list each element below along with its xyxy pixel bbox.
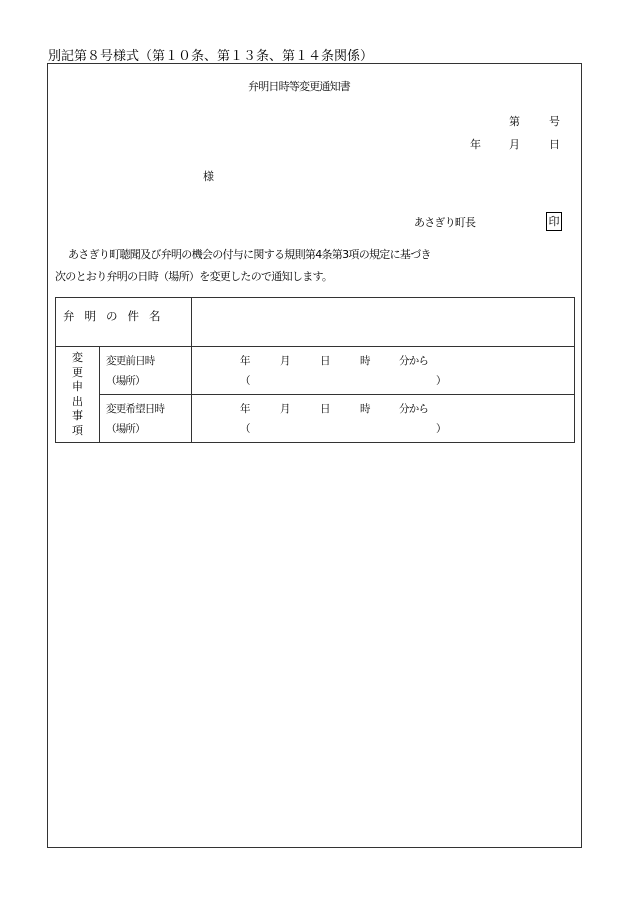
body-line-2: 次のとおり弁明の日時（場所）を変更したので通知します。	[55, 270, 333, 283]
before-minute: 分から	[399, 355, 429, 367]
date-month: 月	[509, 138, 520, 151]
change-details-table	[55, 297, 575, 443]
document-frame	[47, 63, 582, 848]
body-line-1: あさぎり町聴聞及び弁明の機会の付与に関する規則第4条第3項の規定に基づき	[68, 248, 431, 261]
desired-day: 日	[320, 403, 331, 415]
number-dai: 第	[509, 115, 520, 128]
desired-hour: 時	[360, 403, 371, 415]
case-name-label-cell	[56, 298, 192, 347]
section-char: 更	[72, 365, 83, 379]
case-name-label: 弁明の件名	[63, 309, 171, 323]
desired-place-close: ）	[436, 423, 447, 435]
desired-place-open: （	[240, 423, 251, 435]
before-month: 月	[280, 355, 291, 367]
date-day: 日	[549, 138, 560, 151]
desired-label-cell	[100, 395, 192, 443]
before-day: 日	[320, 355, 331, 367]
before-value-cell[interactable]	[192, 347, 575, 395]
desired-value-cell[interactable]	[192, 395, 575, 443]
seal-mark: 印	[546, 212, 562, 231]
before-label-cell	[100, 347, 192, 395]
before-year: 年	[240, 355, 251, 367]
issuer-name: あさぎり町長	[414, 216, 476, 229]
change-section-label	[56, 347, 100, 443]
addressee-sama: 様	[203, 170, 214, 183]
case-name-row	[56, 298, 575, 347]
section-char: 事	[72, 409, 83, 422]
date-year: 年	[470, 138, 481, 151]
before-hour: 時	[360, 355, 371, 367]
desired-minute: 分から	[399, 403, 429, 415]
table-row	[56, 395, 575, 443]
desired-year: 年	[240, 403, 251, 415]
case-name-value-cell[interactable]	[192, 298, 575, 347]
document-title: 弁明日時等変更通知書	[248, 80, 350, 93]
table-row	[56, 347, 575, 395]
before-place-open: （	[240, 375, 251, 387]
desired-month: 月	[280, 403, 291, 415]
desired-place-label: （場所）	[106, 423, 145, 435]
section-char: 申	[72, 380, 83, 393]
section-char: 項	[72, 423, 83, 437]
section-char: 出	[72, 394, 83, 408]
before-place-close: ）	[436, 375, 447, 387]
section-char: 変	[72, 351, 83, 364]
desired-datetime-label: 変更希望日時	[106, 403, 165, 415]
form-reference: 別記第８号様式（第１０条、第１３条、第１４条関係）	[48, 49, 374, 64]
before-place-label: （場所）	[106, 375, 145, 387]
number-go: 号	[549, 115, 560, 128]
before-datetime-label: 変更前日時	[106, 355, 155, 367]
